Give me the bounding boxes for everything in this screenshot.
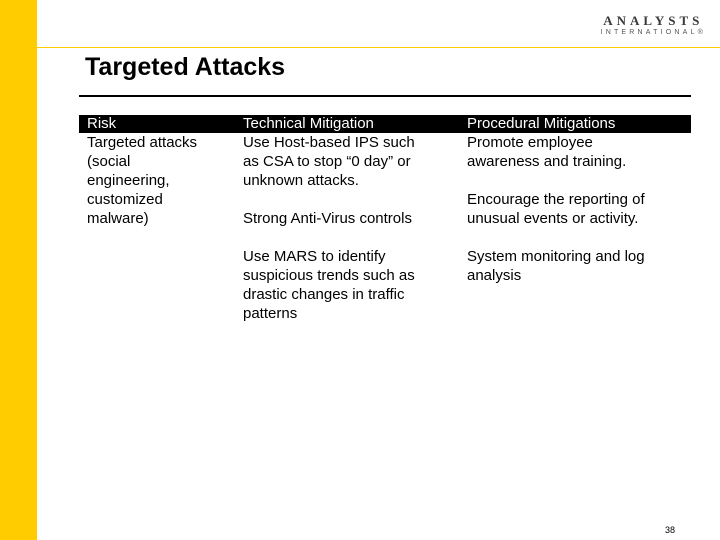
risk-line: malware) (87, 210, 149, 227)
technical-line: unknown attacks. (243, 172, 359, 189)
top-divider (37, 47, 720, 48)
technical-line: drastic changes in traffic (243, 286, 405, 303)
procedural-line: Promote employee (467, 134, 593, 151)
technical-item (243, 209, 412, 228)
header-procedural: Procedural Mitigations (467, 115, 616, 132)
header-risk: Risk (87, 115, 117, 132)
logo-sub-text: INTERNATIONAL® (600, 29, 706, 36)
technical-item (243, 247, 415, 323)
technical-line: patterns (243, 305, 298, 322)
technical-line: Use Host-based IPS such (243, 134, 415, 151)
risk-line: engineering, (87, 172, 170, 189)
company-logo (601, 14, 706, 37)
left-accent-bar (0, 0, 37, 540)
technical-line: as CSA to stop “0 day” or (243, 153, 411, 170)
risk-line: Targeted attacks (87, 134, 198, 151)
procedural-item (467, 133, 626, 171)
procedural-item (467, 247, 645, 285)
page-number: 38 (665, 525, 676, 535)
procedural-line: analysis (467, 267, 522, 284)
table-header-row (79, 115, 691, 133)
technical-item (243, 133, 415, 190)
logo-main-text: ANALYSTS (603, 13, 704, 28)
procedural-line: Encourage the reporting of (467, 191, 645, 208)
technical-line: Use MARS to identify (243, 248, 386, 265)
procedural-item (467, 190, 645, 228)
slide-title: Targeted Attacks (85, 53, 286, 81)
technical-line: suspicious trends such as (243, 267, 415, 284)
header-technical: Technical Mitigation (243, 115, 374, 132)
title-underline (79, 95, 691, 97)
procedural-line: unusual events or activity. (467, 210, 639, 227)
risk-cell (87, 133, 197, 228)
procedural-line: System monitoring and log (467, 248, 645, 265)
procedural-line: awareness and training. (467, 153, 627, 170)
risk-line: (social (87, 153, 131, 170)
risk-line: customized (87, 191, 163, 208)
technical-line: Strong Anti-Virus controls (243, 210, 412, 227)
